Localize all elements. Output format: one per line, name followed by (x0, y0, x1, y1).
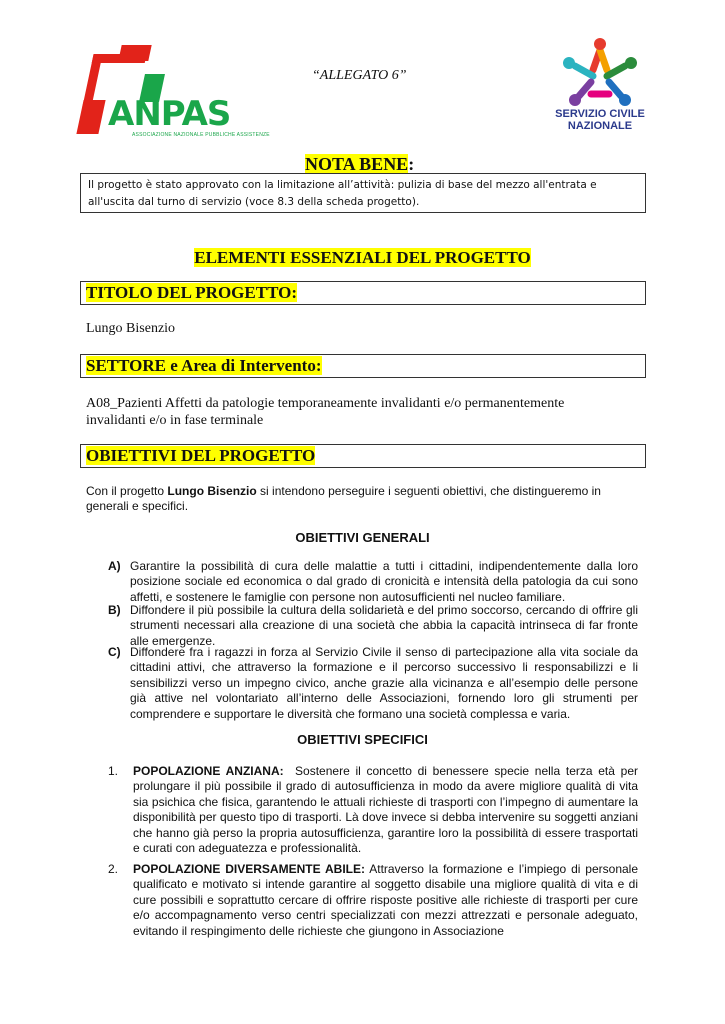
anpas-logo-text: ANPAS (108, 94, 231, 134)
obiettivi-generali-title: OBIETTIVI GENERALI (295, 530, 430, 545)
nota-bene-box: Il progetto è stato approvato con la limitazione all’attività: pulizia di base del mezzo all'entrata e all'uscita dal turno di servizio (voce 8.3 della scheda progetto). (80, 173, 646, 213)
nota-bene-title: NOTA BENE: (305, 154, 415, 174)
settore-value: A08_Pazienti Affetti da patologie temporaneamente invalidanti e/o permanentemente invalidanti e/o in fase terminale (86, 396, 565, 428)
titolo-value: Lungo Bisenzio (86, 321, 176, 336)
list-item: B) Diffondere il più possibile la cultura della solidarietà e del primo soccorso, cercando di offrire gli strumenti necessari alla creazione di una società che abbia la capacità intrinseca di far fronte alle emergenze. (108, 603, 638, 648)
obiettivi-heading-box: OBIETTIVI DEL PROGETTO (80, 444, 646, 468)
titolo-heading-box: TITOLO DEL PROGETTO: (80, 281, 646, 305)
settore-heading-box: SETTORE e Area di Intervento: (80, 354, 646, 378)
allegato-label: “ALLEGATO 6” (312, 68, 407, 83)
obiettivi-intro: Con il progetto Lungo Bisenzio si intendono perseguire i seguenti obiettivi, che distingueremo in generali e specifici. (86, 484, 601, 513)
logo-line-1: SERVIZIO CIVILE (555, 108, 645, 120)
page-title: ELEMENTI ESSENZIALI DEL PROGETTO (194, 248, 531, 267)
people-star-icon (545, 36, 655, 108)
anpas-logo (80, 40, 270, 140)
list-item: 1. POPOLAZIONE ANZIANA: Sostenere il concetto di benessere specie nella terza età per prolungare il più possibile il grado di autosufficienza in modo da avere migliore qualità di vita sia psichica che fisica, garantendo le attuali richieste di trasporti con l’impegno di aumentare la disponibilità per questo tipo di trasporti. Là dove invece si debba intervenire su soggetti anziani che hanno già perso la propria autosufficienza, garantire loro la possibilità di essere trasportati e curati con adeguatezza e professionalità. (108, 764, 642, 856)
list-item: C) Diffondere fra i ragazzi in forza al Servizio Civile il senso di partecipazione alla vita sociale da cittadini attivi, che attraverso la formazione e il percorso successivo li responsabilizzi e li sensibilizzi verso un impegno civico, anche grazie alla vicinanza e all’esempio delle persone già attive nel volontariato all’interno delle Associazioni, fornendo loro gli strumenti per comprendere e supportare le diversità che formano una società complessa e varia. (108, 645, 638, 721)
anpas-logo-subtitle: ASSOCIAZIONE NAZIONALE PUBBLICHE ASSISTENZE (132, 132, 270, 138)
list-item: A) Garantire la possibilità di cura delle malattie a tutti i cittadini, indipendentemente dalla loro posizione sociale ed economica o dal grado di cronicità e intensità della patologia da cui sono affetti, e sostenere le famiglie con persone non autosufficienti nel nucleo familiare. (108, 559, 638, 604)
list-item: 2. POPOLAZIONE DIVERSAMENTE ABILE: Attraverso la formazione e l’impiego di personale qualificato e motivato si intende garantire al soggetto disabile una migliore qualità di vita e di cure possibili e soprattutto cercare di offrire risposte positive alle richieste di trasporti per cure e/o accompagnamento verso centri specializzati con mezzi attrezzati e personale adeguato, evitando il respingimento delle richieste che giungono in Associazione (108, 862, 642, 938)
servizio-civile-logo (545, 36, 655, 146)
obiettivi-specifici-title: OBIETTIVI SPECIFICI (297, 732, 428, 747)
logo-line-2: NAZIONALE (567, 120, 633, 132)
